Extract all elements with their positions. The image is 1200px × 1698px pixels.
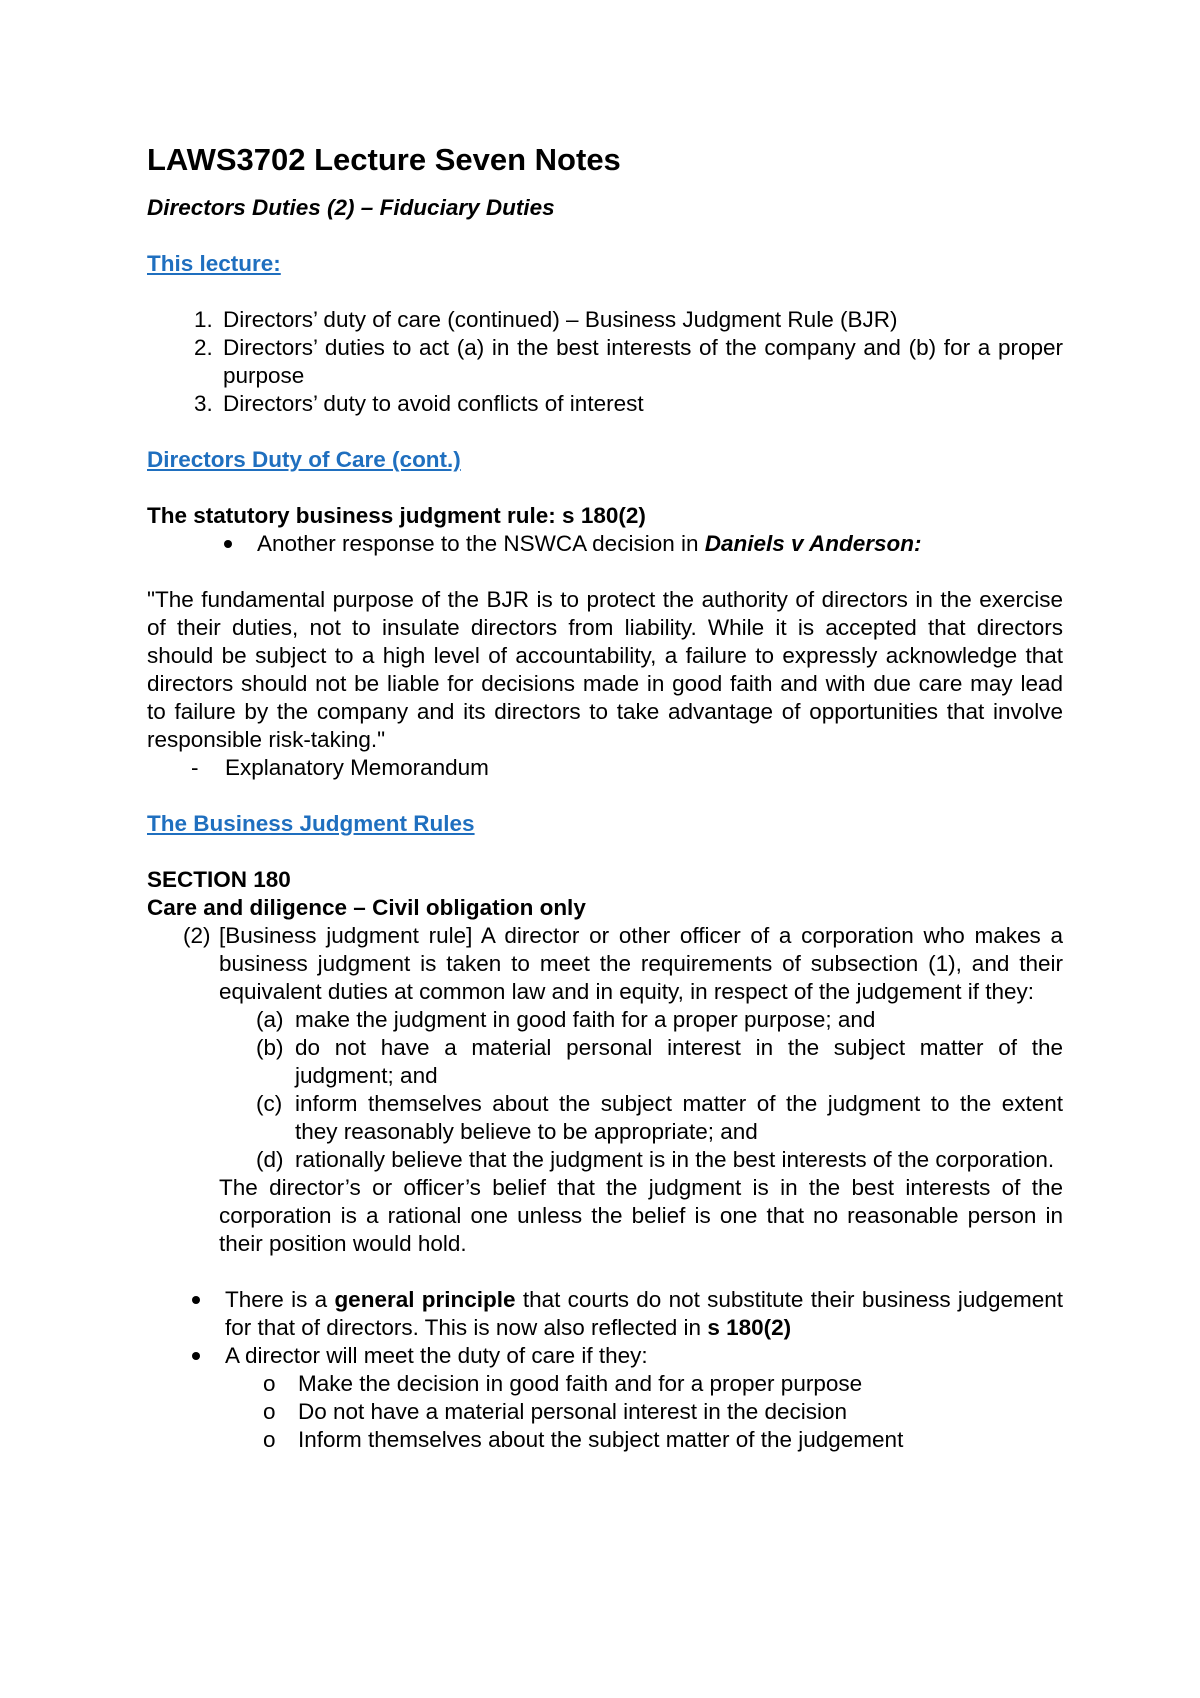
bullet-text: There is a bbox=[225, 1287, 335, 1312]
heading-duty-of-care[interactable]: Directors Duty of Care (cont.) bbox=[147, 447, 461, 472]
condition-text: Do not have a material personal interest in the decision bbox=[298, 1399, 848, 1424]
quote-source bbox=[147, 754, 1063, 782]
source-text: Explanatory Memorandum bbox=[225, 755, 489, 780]
case-name: Daniels v Anderson: bbox=[704, 531, 922, 556]
clause-text: do not have a material personal interest in the subject matter of the judgment; and bbox=[295, 1035, 1063, 1088]
clause-d bbox=[147, 1146, 1063, 1174]
list-item bbox=[257, 530, 1063, 558]
bullet-text: A director will meet the duty of care if they: bbox=[225, 1343, 648, 1368]
o-marker: o bbox=[263, 1371, 276, 1396]
subtitle: Directors Duties (2) – Fiduciary Duties bbox=[147, 195, 555, 220]
list-item bbox=[263, 1370, 1063, 1398]
list-item: 2. Directors’ duties to act (a) in the best interests of the company and (b) for a proper purpose bbox=[219, 334, 1063, 390]
explanatory-quote: "The fundamental purpose of the BJR is to protect the authority of directors in the exercise of their duties, not to insulate directors from liability. While it is accepted that directors should be subject to a high level of accountability, a failure to expressly acknowledge that directors should not be liable for decisions made in good faith and with due care may lead to failure by the company and its directors to take advantage of opportunities that involve responsible risk-taking." bbox=[147, 587, 1063, 752]
list-item bbox=[263, 1398, 1063, 1426]
subsection-2 bbox=[147, 922, 1063, 1006]
o-marker: o bbox=[263, 1427, 276, 1452]
general-principle-term: general principle bbox=[334, 1287, 516, 1312]
list-item bbox=[225, 1342, 1063, 1454]
heading-this-lecture[interactable]: This lecture: bbox=[147, 251, 281, 276]
dash-marker: - bbox=[191, 755, 199, 780]
list-item bbox=[263, 1426, 1063, 1454]
clause-text: rationally believe that the judgment is in the best interests of the corporation. bbox=[295, 1147, 1055, 1172]
clause-c bbox=[147, 1090, 1063, 1146]
nswca-bullet-list bbox=[147, 530, 1063, 558]
section-180-block bbox=[147, 866, 1063, 1258]
bullet-text: Another response to the NSWCA decision in bbox=[257, 531, 705, 556]
condition-text: Make the decision in good faith and for a proper purpose bbox=[298, 1371, 863, 1396]
lecture-topics-list bbox=[147, 306, 1063, 418]
clause-number: (a) bbox=[256, 1007, 284, 1032]
clause-text: inform themselves about the subject matter of the judgment to the extent they reasonably believe to be appropriate; and bbox=[295, 1091, 1063, 1144]
clause-b bbox=[147, 1034, 1063, 1090]
section-reference: s 180(2) bbox=[707, 1315, 792, 1340]
subsection-number: (2) bbox=[183, 923, 211, 948]
page-title: LAWS3702 Lecture Seven Notes bbox=[147, 142, 621, 177]
clause-a bbox=[147, 1006, 1063, 1034]
duty-conditions-list bbox=[225, 1370, 1063, 1454]
statutory-bjr-heading: The statutory business judgment rule: s 180(2) bbox=[147, 503, 646, 528]
condition-text: Inform themselves about the subject matter of the judgement bbox=[298, 1427, 904, 1452]
clause-number: (d) bbox=[256, 1147, 284, 1172]
list-item: 1. Directors’ duty of care (continued) – Business Judgment Rule (BJR) bbox=[219, 306, 1063, 334]
bullet-text: that courts do not substitute their business judgement for that of directors. This is now also reflected in bbox=[225, 1287, 1063, 1340]
o-marker: o bbox=[263, 1399, 276, 1424]
clause-text: make the judgment in good faith for a proper purpose; and bbox=[295, 1007, 876, 1032]
clause-number: (c) bbox=[256, 1091, 283, 1116]
list-item bbox=[225, 1286, 1063, 1342]
rational-belief-paragraph: The director’s or officer’s belief that the judgment is in the best interests of the corporation is a rational one unless the belief is one that no reasonable person in their position would hold. bbox=[219, 1175, 1063, 1256]
subsection-text: [Business judgment rule] A director or other officer of a corporation who makes a business judgment is taken to meet the requirements of subsection (1), and their equivalent duties at common law and in equity, in respect of the judgement if they: bbox=[219, 923, 1063, 1004]
section-subtitle: Care and diligence – Civil obligation only bbox=[147, 895, 586, 920]
principles-list bbox=[147, 1286, 1063, 1454]
document-page bbox=[147, 140, 1063, 1454]
heading-business-judgment-rules[interactable]: The Business Judgment Rules bbox=[147, 811, 475, 836]
section-title: SECTION 180 bbox=[147, 867, 291, 892]
list-item: 3. Directors’ duty to avoid conflicts of interest bbox=[219, 390, 1063, 418]
clause-number: (b) bbox=[256, 1035, 284, 1060]
